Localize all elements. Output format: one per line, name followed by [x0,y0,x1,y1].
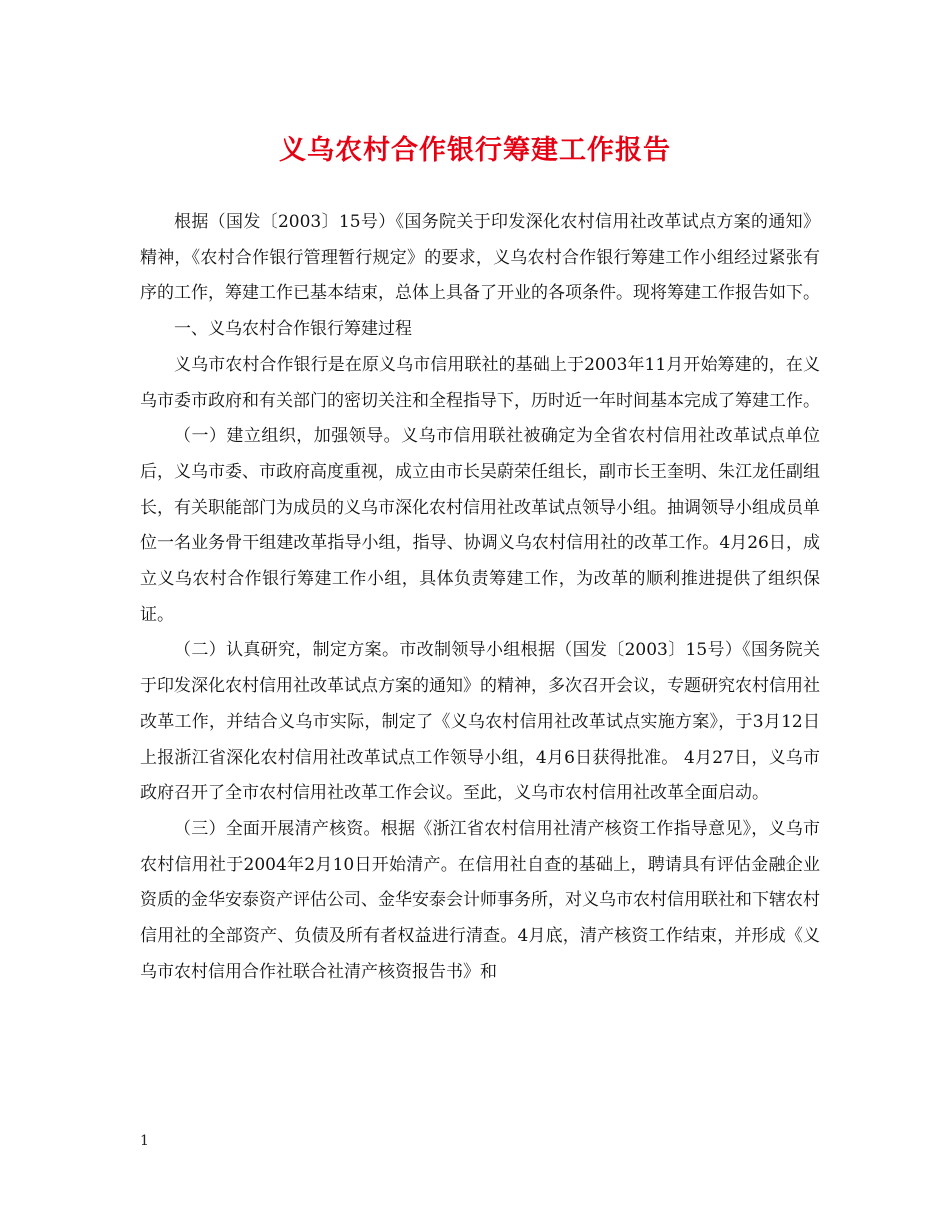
document-title: 义乌农村合作银行筹建工作报告 [279,135,671,166]
paragraph-organization: （一）建立组织，加强领导。义乌市信用联社被确定为全省农村信用社改革试点单位后，义乌市委、市政府高度重视，成立由市长吴蔚荣任组长，副市长王奎明、朱江龙任副组长，有关职能部门为成员的义乌市深化农村信用社改革试点领导小组。抽调领导小组成员单位一名业务骨干组建改革指导小组，指导、协调义乌农村信用社的改革工作。4月26日，成立义乌农村合作银行筹建工作小组，具体负责筹建工作，为改革的顺利推进提供了组织保证。 [140,426,820,625]
section-heading-1: 一、义乌农村合作银行筹建过程 [174,319,412,340]
paragraph-process: 义乌市农村合作银行是在原义乌市信用联社的基础上于2003年11月开始筹建的，在义乌市委市政府和有关部门的密切关注和全程指导下，历时近一年时间基本完成了筹建工作。 [140,354,820,411]
paragraph-asset-check: （三）全面开展清产核资。根据《浙江省农村信用社清产核资工作指导意见》，义乌市农村信用社于2004年2月10日开始清产。在信用社自查的基础上，聘请具有评估金融企业资质的金华安泰资产评估公司、金华安泰会计师事务所，对义乌市农村信用联社和下辖农村信用社的全部资产、负债及所有者权益进行清查。4月底，清产核资工作结束，并形成《义乌市农村信用合作社联合社清产核资报告书》和 [140,818,820,982]
document-body [140,205,820,990]
paragraph-intro: 根据（国发〔2003〕15号）《国务院关于印发深化农村信用社改革试点方案的通知》精神，《农村合作银行管理暂行规定》的要求，义乌农村合作银行筹建工作小组经过紧张有序的工作，筹建工作已基本结束，总体上具备了开业的各项条件。现将筹建工作报告如下。 [140,212,820,304]
page-number: 1 [140,1133,149,1149]
paragraph-plan: （二）认真研究，制定方案。市改制领导小组根据（国发〔2003〕15号）《国务院关于印发深化农村信用社改革试点方案的通知》的精神，多次召开会议，专题研究农村信用社改革工作，并结合义乌市实际，制定了《义乌农村信用社改革试点实施方案》，于3月12日上报浙江省深化农村信用社改革试点工作领导小组，4月6日获得批准。 4月27日，义乌市政府召开了全市农村信用社改革工作会议。至此，义乌市农村信用社改革全面启动。 [140,640,820,804]
